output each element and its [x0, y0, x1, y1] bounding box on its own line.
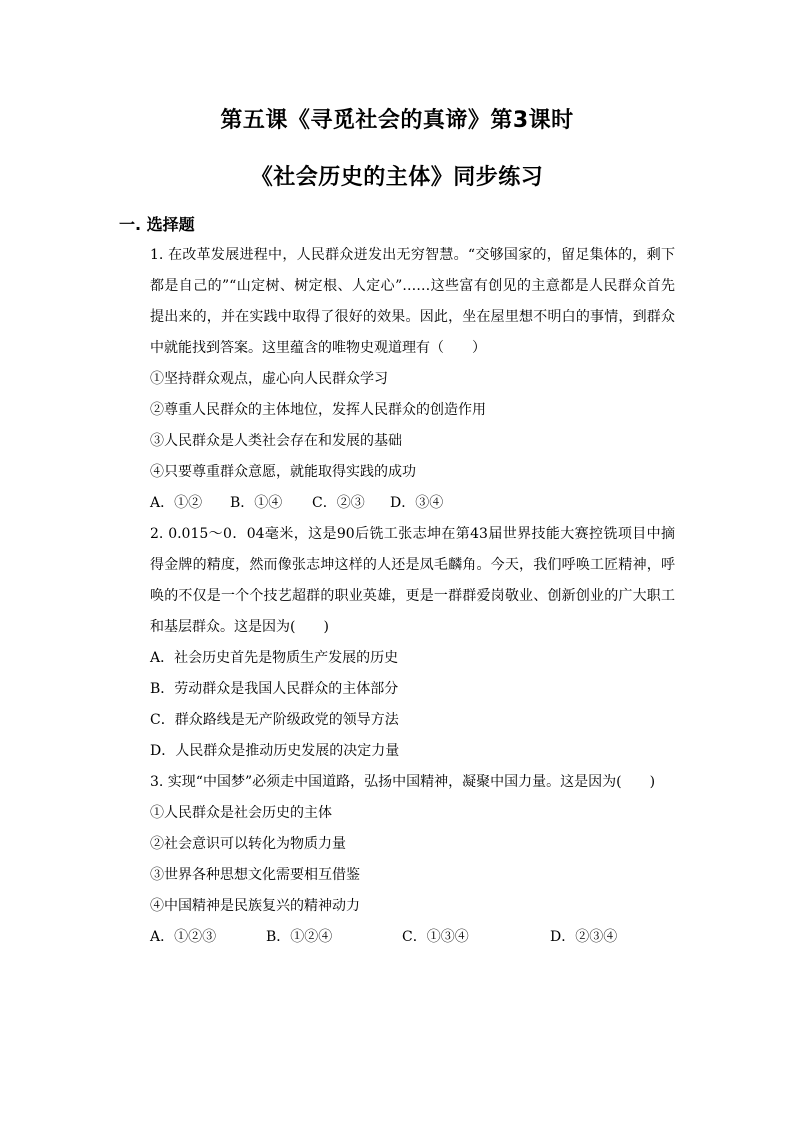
question-3-item: ③世界各种思想文化需要相互借鉴 [150, 867, 360, 883]
question-3-item: ②社会意识可以转化为物质力量 [150, 836, 346, 852]
question-3-item: ①人民群众是社会历史的主体 [150, 805, 332, 821]
page-title: 第五课《寻觅社会的真谛》第3课时 [220, 108, 574, 133]
option-a: A．①② [150, 495, 203, 511]
question-2-option-b: B．劳动群众是我国人民群众的主体部分 [150, 681, 399, 697]
option-b: B．①④ [230, 495, 283, 511]
option-d: D．③④ [390, 495, 444, 511]
question-1-item: ②尊重人民群众的主体地位，发挥人民群众的创造作用 [150, 402, 486, 418]
question-3-options [150, 922, 675, 953]
question-2-stem: 2. 0.015～0．04毫米，这是90后铣工张志坤在第43届世界技能大赛控铣项目中摘得金牌的精度，然而像张志坤这样的人还是凤毛麟角。今天，我们呼唤工匠精神，呼唤的不仅是一个个技艺超群的职业英雄，更是一群群爱岗敬业、创新创业的广大职工和基层群众。这是因为( ) [150, 526, 675, 635]
question-2-option-a: A．社会历史首先是物质生产发展的历史 [150, 650, 399, 666]
question-3-item: ④中国精神是民族复兴的精神动力 [150, 898, 360, 914]
question-1-item: ④只要尊重群众意愿，就能取得实践的成功 [150, 464, 416, 480]
questions-body [150, 240, 675, 953]
page-subtitle: 《社会历史的主体》同步练习 [250, 165, 544, 190]
question-3-stem: 3. 实现“中国梦”必须走中国道路，弘扬中国精神，凝聚中国力量。这是因为( ) [150, 774, 656, 790]
option-c: C．②③ [312, 495, 365, 511]
question-1-stem: 1. 在改革发展进程中，人民群众迸发出无穷智慧。“交够国家的，留足集体的，剩下都是自己的”“山定树、树定根、人定心”……这些富有创见的主意都是人民群众首先提出来的，并在实践中取得了很好的效果。因此，坐在屋里想不明白的事情，到群众中就能找到答案。这里蕴含的唯物史观道理有（ ） [150, 247, 675, 356]
section-heading: 一. 选择题 [119, 215, 195, 234]
question-1-options [150, 488, 675, 519]
question-2-option-c: C．群众路线是无产阶级政党的领导方法 [150, 712, 399, 728]
option-c: C．①③④ [402, 929, 469, 945]
option-b: B．①②④ [266, 929, 333, 945]
option-d: D．②③④ [550, 929, 618, 945]
question-1-item: ③人民群众是人类社会存在和发展的基础 [150, 433, 402, 449]
question-1-item: ①坚持群众观点，虚心向人民群众学习 [150, 371, 388, 387]
question-2-option-d: D．人民群众是推动历史发展的决定力量 [150, 743, 400, 759]
option-a: A．①②③ [150, 929, 217, 945]
